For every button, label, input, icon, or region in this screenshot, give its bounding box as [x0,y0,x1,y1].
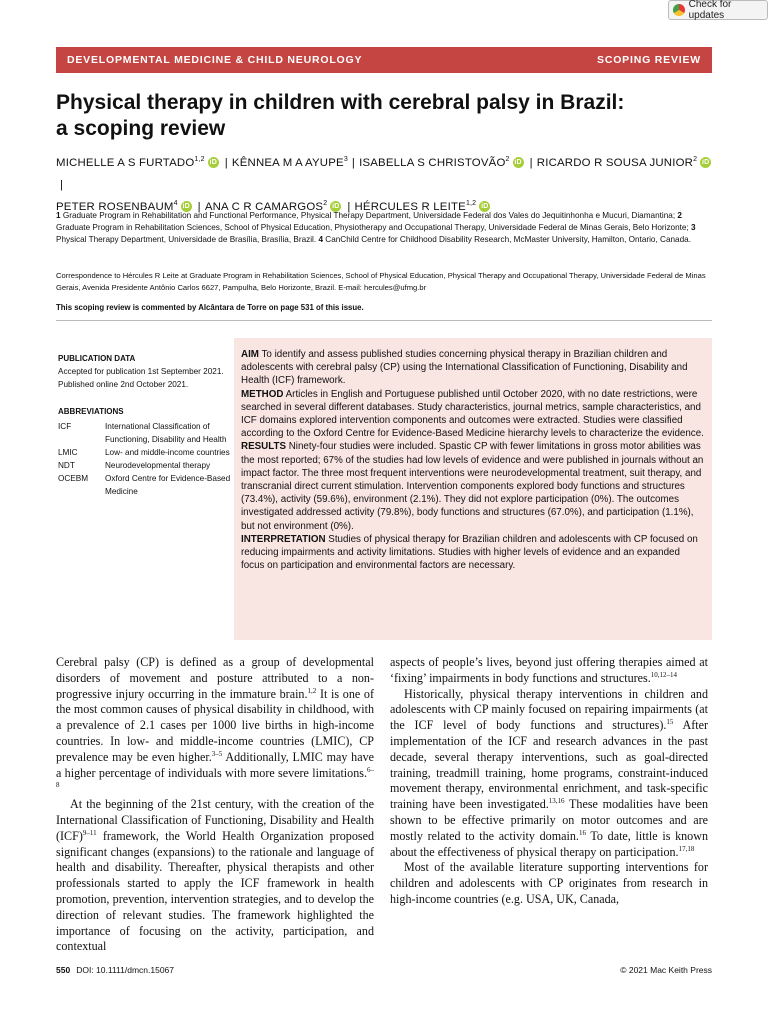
author: MICHELLE A S FURTADO$^{1,2}$ iD [56,156,217,169]
orcid-icon[interactable]: iD [514,159,522,167]
body-paragraph: Most of the available literature supporting interventions for children and adolescents with CP originates from research in high-income countries (e.g. USA, UK, Canada, [390,860,708,906]
abbreviation-term: ICF [58,422,72,431]
orcid-icon[interactable]: iD [209,159,217,167]
author: PETER ROSENBAUM$^4$ iD [56,200,190,213]
abbreviations-heading: ABBREVIATIONS [58,407,124,416]
page-number: 550 [56,965,71,975]
body-paragraph: At the beginning of the 21st century, with the creation of the International Classification of Functioning, Disability and Health (ICF)$^{9-11}$ framework, the World Health Organization proposed significant changes (expansions) to the rationale and language of health and disability. Thereafter, physical therapists and other professionals started to apply the ICF framework in health promotion, prevention, intervention strategies, and to develop the direction of relevant studies. The framework highlighted the importance of focusing on the activity, participation, and contextual [56,797,374,954]
body-column-left [56,655,374,955]
body-column-right [390,655,708,908]
journal-banner [56,47,712,73]
publication-data-heading: PUBLICATION DATA [58,354,136,363]
author: RICARDO R SOUSA JUNIOR$^2$ iD [536,156,710,169]
correspondence: Correspondence to Hércules R Leite at Graduate Program in Rehabilitation Sciences, School of Physical Education, Physical Therapy and Occupational Therapy, Universidade Federal de Minas Gerais, Avenida Presidente Antônio Carlos 6627, Pampulha, Belo Horizonte, Brazil. E-mail: hercules@ufmg.br [56,271,706,292]
orcid-icon[interactable]: iD [701,159,710,167]
abstract-method: METHOD Articles in English and Portuguese published until October 2020, with no date restrictions, were searched in several different databases. Study characteristics, journal metrics, sample characteristics, and ICF domains explored intervention components and outcomes were extracted. Studies were classified according to the Oxford Centre for Evidence-Based Medicine hierarchy levels to characterize the evidence. [241,388,704,440]
author: ISABELLA S CHRISTOVÃO$^2$ iD [359,156,522,169]
article-sidebar [58,352,234,498]
abbreviation-term: OCEBM [58,474,89,483]
abstract-box [234,338,712,640]
orcid-icon[interactable]: iD [182,203,190,211]
update-icon [673,4,685,16]
body-paragraph: Historically, physical therapy interventions in children and adolescents with CP mainly focused on repairing impairments (at the ICF level of body functions and structures).$^{15}$ After implementation of the ICF and research advances in the past decade, several therapy interventions, such as goal-directed training, treadmill training, home programs, constraint-induced movement therapy, environmental enrichment, and task-specific training have been investigated.$^{13,16}$ These modalities have been shown to be effective primarily on motor outcomes and are mostly related to the activity domain.$^{16}$ To date, little is known about the effectiveness of physical therapy on participation.$^{17,18}$ [390,686,709,859]
author: KÊNNEA M A AYUPE$^3$ [231,156,348,169]
abbreviation-definition: Neurodevelopmental therapy [105,461,211,470]
body-paragraph: Cerebral palsy (CP) is defined as a group of developmental disorders of movement and posture attributed to a non-progressive injury occurring in the immature brain.$^{1,2}$ It is one of the most common causes of physical disability in childhood, with a prevalence of 2.1 cases per 1000 live births in high-income countries. In low- and middle-income countries (LMIC), CP prevalence may be even higher.$^{3-5}$ Additionally, LMIC may have a higher percentage of individuals with more severe limitations.$^{6-8}$ [56,655,374,790]
abbreviation-term: NDT [58,461,75,470]
abbreviation-definition: Low- and middle-income countries [105,448,230,457]
published-date: Published online 2nd October 2021. [58,380,189,389]
article-type: SCOPING REVIEW [597,54,701,66]
check-for-updates-button[interactable] [668,0,768,20]
divider [56,320,712,321]
body-paragraph: aspects of people’s lives, beyond just offering therapies aimed at ‘fixing’ impairments in body functions and structures.$^{10,12-14}$ [390,655,708,685]
abstract-results: RESULTS Ninety-four studies were included. Spastic CP with fewer limitations in gross motor abilities was the most reported; 67% of the studies had low levels of evidence and were published in journals without an impact factor. The three most frequent interventions were neurodevelopmental treatment, suit therapy, and transcranial direct current stimulation. Intervention components explored body functions and structures (73.4%), activity (59.6%), environment (2.1%). They did not explore participation (0%). The outcomes investigated addressed activity (79.8%), body functions and structures (67.0%), and participation (1.1%), but not environment (0%). [241,441,704,532]
orcid-icon[interactable]: iD [332,203,340,211]
abbreviation-definition: International Classification of Functioning, Disability and Health [105,422,227,444]
abbreviation-list [58,420,234,498]
author-list: MICHELLE A S FURTADO$^{1,2}$ iD | KÊNNEA M A AYUPE$^3$ | ISABELLA S CHRISTOVÃO$^2$ iD | RICARDO R SOUSA JUNIOR$^2$ iD| PETER ROSENBAUM$^4$ iD | ANA C R CAMARGOS$^2$ iD | HÉRCULES R LEITE$^{1,2}$ iD [56,152,716,218]
journal-name: DEVELOPMENTAL MEDICINE & CHILD NEUROLOGY [67,54,363,66]
author: ANA C R CAMARGOS$^2$ iD [204,200,340,213]
abbreviation-definition: Oxford Centre for Evidence-Based Medicine [105,474,231,496]
title-line-1: Physical therapy in children with cerebral palsy in Brazil: [56,91,625,114]
accepted-date: Accepted for publication 1st September 2021. [58,367,224,376]
author: HÉRCULES R LEITE$^{1,2}$ iD [354,200,489,213]
copyright: © 2021 Mac Keith Press [620,965,712,975]
abbreviation-term: LMIC [58,448,78,457]
article-title [56,90,696,142]
page-footer [56,965,712,975]
orcid-icon[interactable]: iD [481,203,489,211]
abstract-aim: AIM To identify and assess published studies concerning physical therapy in Brazilian children and adolescents with cerebral palsy (CP) using the International Classification of Functioning, Disability and Health (ICF) framework. [241,349,688,387]
affiliations: 1 Graduate Program in Rehabilitation and Functional Performance, Physical Therapy Department, Universidade Federal dos Vales do Jequitinhonha e Mucuri, Diamantina; 2 Graduate Program in Rehabilitation Sciences, School of Physical Education, Physiotherapy and Occupational Therapy, Universidade Federal de Minas Gerais, Belo Horizonte; 3 Physical Therapy Department, Universidade de Brasília, Brasília, Brazil. 4 CanChild Centre for Childhood Disability Research, McMaster University, Hamilton, Ontario, Canada. [56,211,696,244]
abstract-interpretation: INTERPRETATION Studies of physical therapy for Brazilian children and adolescents with CP focused on reducing impairments and activity limitations. Studies with higher levels of evidence and an expanded focus on participation and environmental factors are necessary. [241,533,698,572]
commentary-note: This scoping review is commented by Alcântara de Torre on page 531 of this issue. [56,303,364,312]
title-line-2: a scoping review [56,117,226,140]
doi[interactable]: DOI: 10.1111/dmcn.15067 [76,965,174,975]
check-for-updates-label: Check for updates [688,0,732,21]
